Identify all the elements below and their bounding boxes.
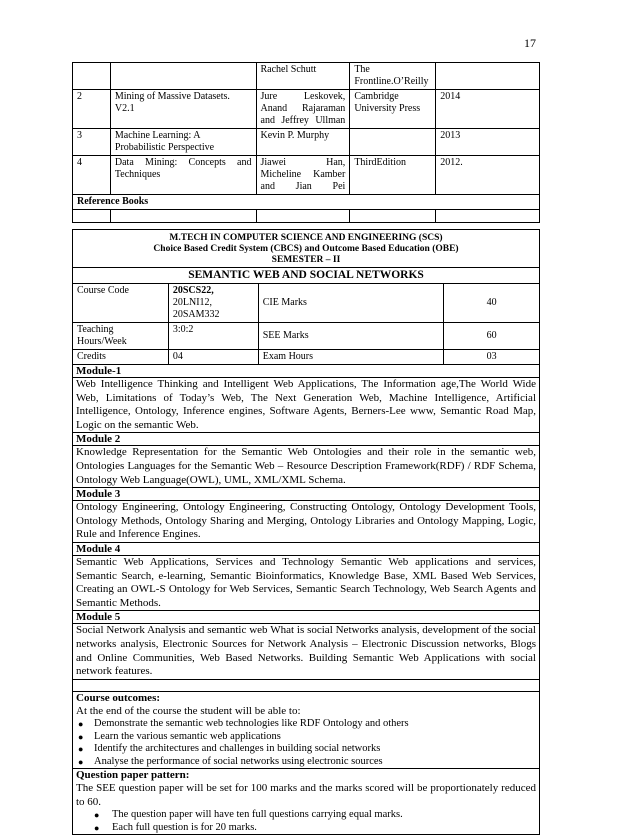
bullet-icon: ● xyxy=(94,822,100,833)
credit-system: Choice Based Credit System (CBCS) and Outcome Based Education (OBE) xyxy=(153,244,459,254)
see-marks-label: SEE Marks xyxy=(258,323,443,350)
reference-books-label: Reference Books xyxy=(73,195,540,210)
year-cell: 2012. xyxy=(436,156,540,195)
cie-marks-label: CIE Marks xyxy=(258,284,443,323)
course-header xyxy=(73,230,540,268)
list-item: ● Each full question is for 20 marks. xyxy=(94,821,257,833)
question-paper-pattern xyxy=(73,768,540,834)
course-outcomes-intro: At the end of the course the student will be able to: xyxy=(76,704,301,717)
list-item: ● Demonstrate the semantic web technologies like RDF Ontology and others xyxy=(78,718,409,730)
course-title: SEMANTIC WEB AND SOCIAL NETWORKS xyxy=(73,268,540,284)
title-cell: Mining of Massive Datasets. V2.1 xyxy=(110,90,256,129)
module-4-title: Module 4 xyxy=(73,542,540,555)
year-cell xyxy=(436,63,540,90)
authors-cell: Kevin P. Murphy xyxy=(256,129,350,156)
publisher-cell: ThirdEdition xyxy=(350,156,436,195)
list-item: ● Analyse the performance of social networks using electronic sources xyxy=(78,755,383,767)
credits-label: Credits xyxy=(73,350,169,365)
year-cell: 2013 xyxy=(436,129,540,156)
bullet-icon: ● xyxy=(78,756,84,767)
credits-value: 04 xyxy=(168,350,258,365)
sl-cell: 2 xyxy=(73,90,111,129)
title-cell: Machine Learning: A Probabilistic Perspective xyxy=(110,129,256,156)
exam-hours-value: 03 xyxy=(444,350,540,365)
cie-marks-value: 40 xyxy=(444,284,540,323)
course-code-rest: 20LNI12, 20SAM332 xyxy=(172,297,220,320)
see-marks-value: 60 xyxy=(444,323,540,350)
question-paper-pattern-title: Question paper pattern: xyxy=(76,768,190,781)
module-3-content: Ontology Engineering, Ontology Engineering, Constructing Ontology, Ontology Development Tools, Ontology Methods, Ontology Sharing and Merging, Ontology Libraries and Ontology Mapping, Logic, Rule and Inference Engines. xyxy=(73,501,540,543)
module-1-title: Module-1 xyxy=(73,365,540,378)
course-code-bold: 20SCS22, xyxy=(172,285,214,296)
empty-cell xyxy=(350,210,436,223)
list-item: ● The question paper will have ten full questions carrying equal marks. xyxy=(94,809,403,821)
course-code-value xyxy=(168,284,258,323)
publisher-cell: Cambridge University Press xyxy=(350,90,436,129)
module-1-content: Web Intelligence Thinking and Intelligent Web Applications, The Information age,The World Wide Web, Limitations of Today’s Web, The Next Generation Web, Machine Intelligence, Artificial Intelligence, Ontology, Inference engines, Software Agents, Berners-Lee www, Semantic Road Map, Logic on the semantic Web. xyxy=(73,378,540,433)
textbooks-table xyxy=(72,62,540,223)
authors-cell: Rachel Schutt xyxy=(256,63,350,90)
exam-hours-label: Exam Hours xyxy=(258,350,443,365)
empty-cell xyxy=(73,210,111,223)
year-cell: 2014 xyxy=(436,90,540,129)
empty-cell xyxy=(436,210,540,223)
bullet-icon: ● xyxy=(94,810,100,821)
title-cell xyxy=(110,63,256,90)
title-cell: Data Mining: Concepts and Techniques xyxy=(110,156,256,195)
module-5-content: Social Network Analysis and semantic web What is social Networks analysis, development of the social networks analysis, Electronic Sources for Network Analysis – Electronic Discussion networks, Blogs and Online Communities, Web Based Networks. Building Semantic Web Applications with social network features. xyxy=(73,624,540,679)
bullet-icon: ● xyxy=(78,719,84,730)
semester: SEMESTER – II xyxy=(271,255,341,265)
module-4-content: Semantic Web Applications, Services and Technology Semantic Web applications and services, Semantic Search, e-learning, Semantic Bioinformatics, Knowledge Base, XML Based Web Services, Creating an OWL-S Ontology for Web Services, Semantic Search Technology, Web Search Agents and Semantic Methods. xyxy=(73,555,540,610)
sl-cell: 3 xyxy=(73,129,111,156)
empty-cell xyxy=(110,210,256,223)
teaching-hours-value: 3:0:2 xyxy=(168,323,258,350)
module-3-title: Module 3 xyxy=(73,488,540,501)
authors-cell: Jure Leskovek, Anand Rajaraman and Jeffrey Ullman xyxy=(256,90,350,129)
authors-cell: Jiawei Han, Micheline Kamber and Jian Pei xyxy=(256,156,350,195)
publisher-cell: The Frontline.O’Reilly xyxy=(350,63,436,90)
table-row xyxy=(73,195,540,210)
course-outcomes xyxy=(73,691,540,768)
bullet-icon: ● xyxy=(78,731,84,742)
table-row xyxy=(73,63,540,90)
sl-cell: 4 xyxy=(73,156,111,195)
sl-cell xyxy=(73,63,111,90)
course-outcomes-list xyxy=(76,718,536,768)
module-5-title: Module 5 xyxy=(73,611,540,624)
list-item: ● Learn the various semantic web applications xyxy=(78,730,281,742)
course-table xyxy=(72,229,540,835)
bullet-icon: ● xyxy=(78,744,84,755)
table-row xyxy=(73,129,540,156)
program-title: M.TECH IN COMPUTER SCIENCE AND ENGINEERING (SCS) xyxy=(169,233,443,243)
question-paper-pattern-intro: The SEE question paper will be set for 100 marks and the marks scored will be proportionately reduced to 60. xyxy=(76,781,536,808)
teaching-hours-label: Teaching Hours/Week xyxy=(73,323,169,350)
course-outcomes-title: Course outcomes: xyxy=(76,691,161,704)
spacer-row xyxy=(73,679,540,691)
publisher-cell xyxy=(350,129,436,156)
course-code-label: Course Code xyxy=(73,284,169,323)
empty-cell xyxy=(256,210,350,223)
list-item: ● Identify the architectures and challenges in building social networks xyxy=(78,743,381,755)
module-2-title: Module 2 xyxy=(73,433,540,446)
table-row xyxy=(73,210,540,223)
table-row xyxy=(73,156,540,195)
question-paper-pattern-list xyxy=(76,809,536,834)
page-number: 17 xyxy=(524,36,536,50)
table-row xyxy=(73,90,540,129)
module-2-content: Knowledge Representation for the Semantic Web Ontologies and their role in the semantic web, Ontologies Languages for the Semantic Web – Resource Description Framework(RDF) / RDF Schema, Ontology Web Language(OWL), UML, XML/XML Schema. xyxy=(73,446,540,488)
